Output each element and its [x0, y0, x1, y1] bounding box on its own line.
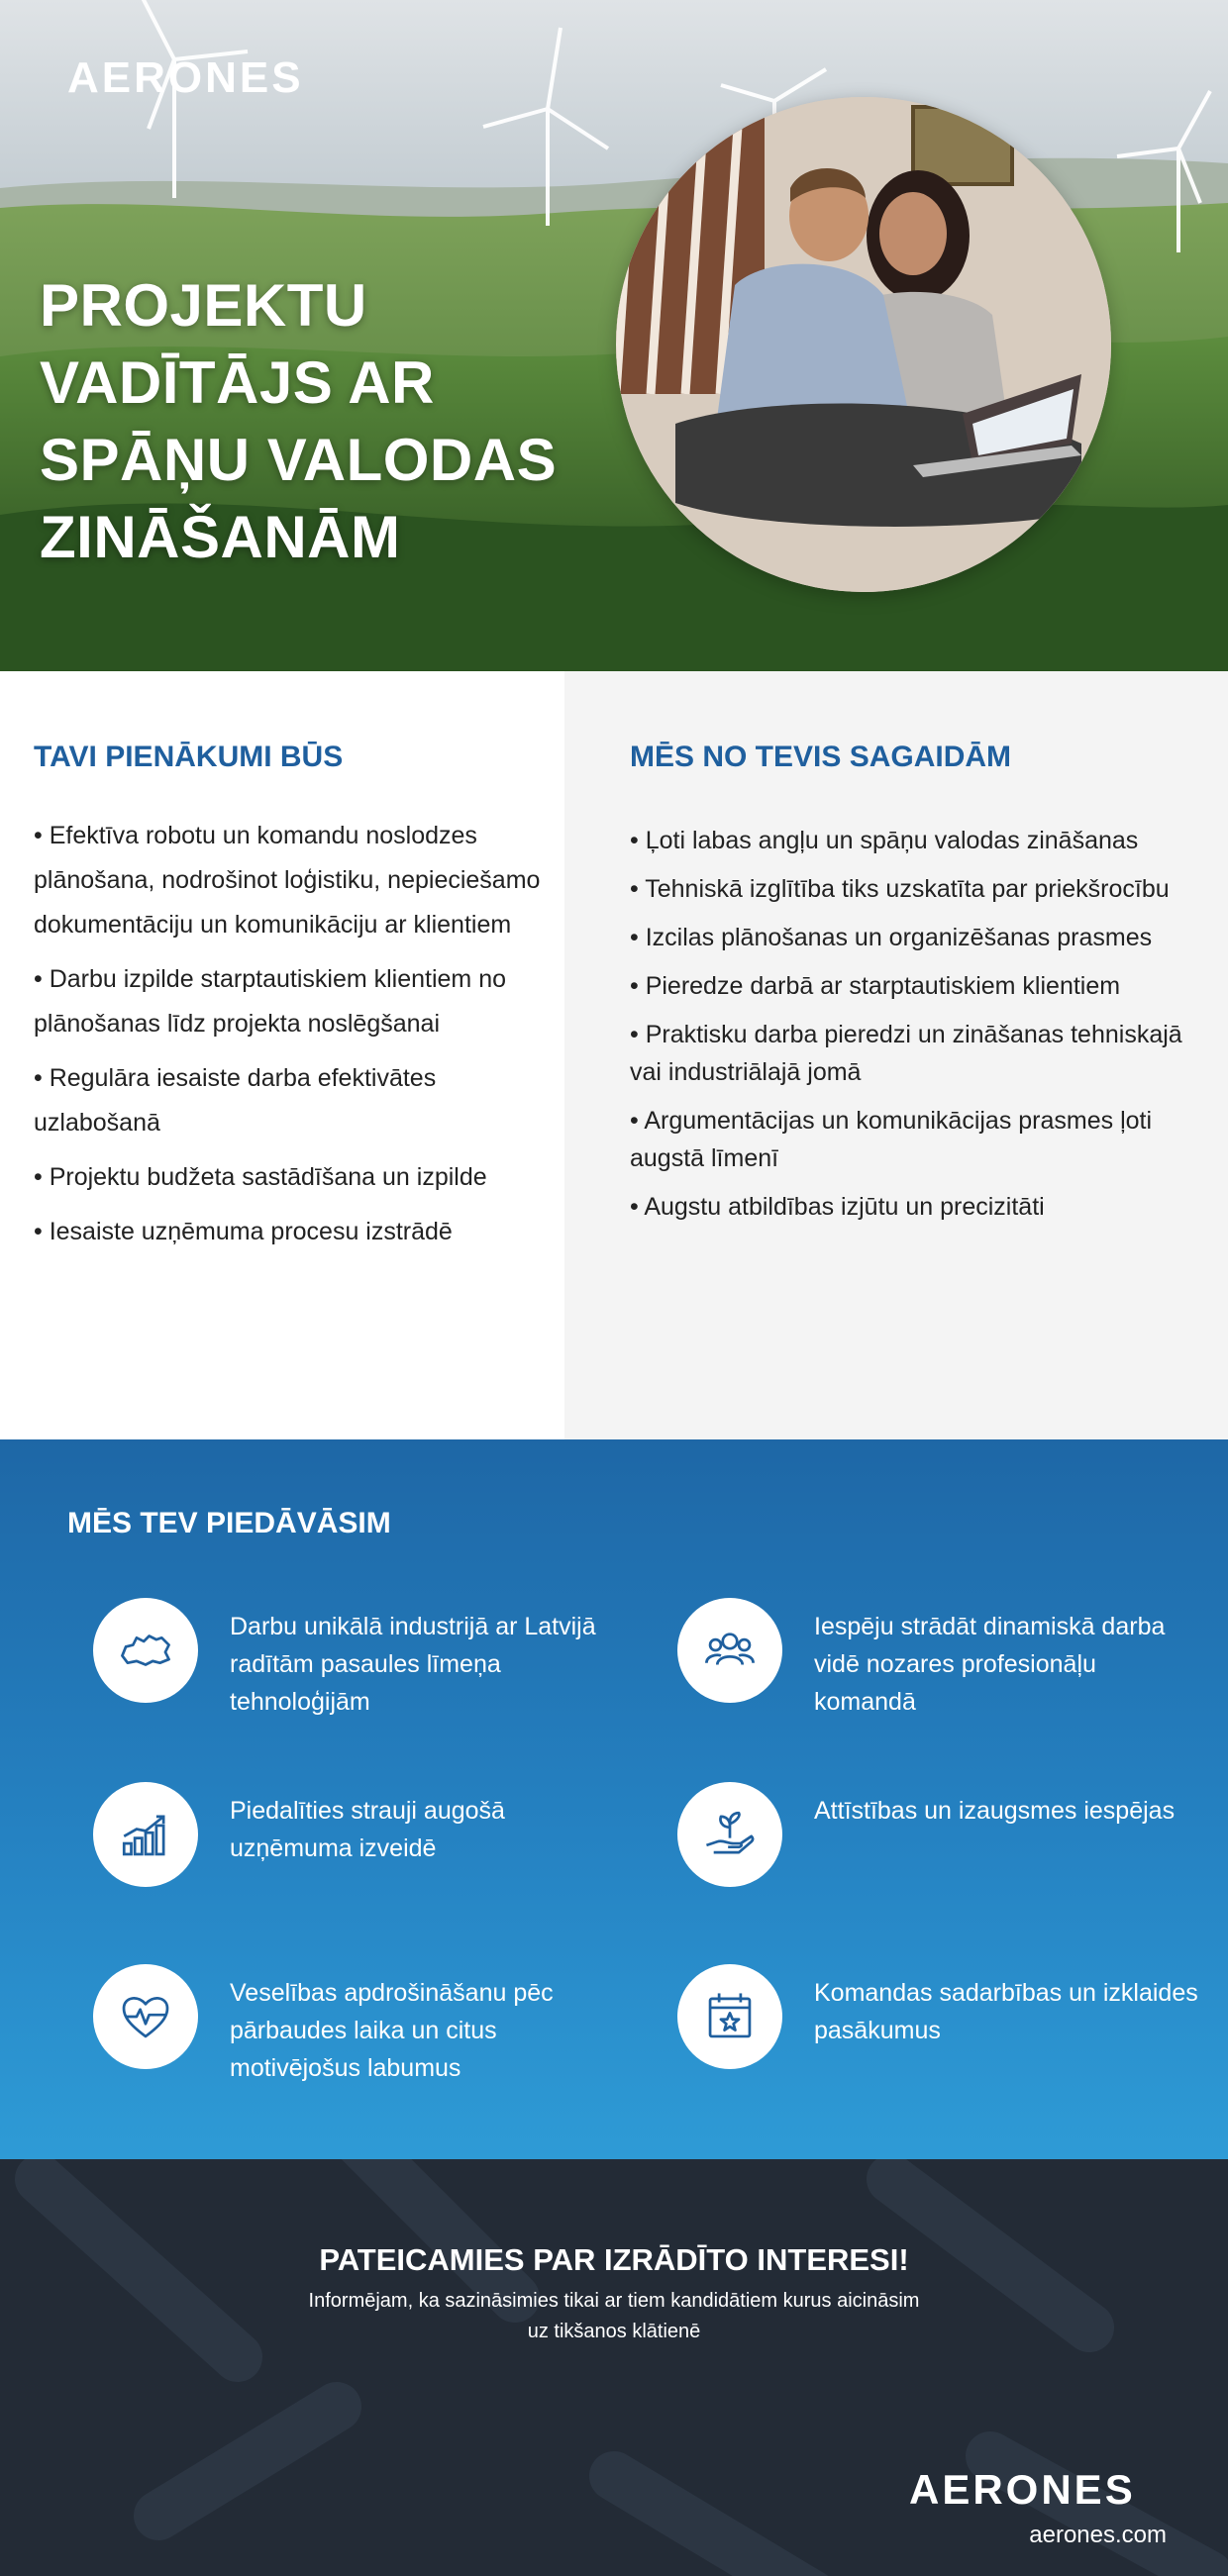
plant-hand-icon	[701, 1806, 759, 1863]
offer-section	[0, 1439, 1228, 2159]
aerones-logo: AERONES	[67, 53, 304, 102]
job-title-line-1: PROJEKTU	[40, 272, 367, 339]
latvia-map-icon	[117, 1622, 174, 1679]
duty-item: • Projektu budžeta sastādīšana un izpilde	[34, 1163, 487, 1191]
team-icon	[701, 1622, 759, 1679]
benefit-icon-circle	[677, 1964, 782, 2069]
calendar-star-icon	[701, 1988, 759, 2045]
growth-chart-icon	[117, 1806, 174, 1863]
duty-item: • Iesaiste uzņēmuma procesu izstrādē	[34, 1218, 453, 1245]
requirements-column	[564, 671, 1228, 1439]
duties-column	[0, 671, 564, 1439]
requirement-item: • Augstu atbildības izjūtu un precizitāti	[630, 1193, 1045, 1221]
benefit-icon-circle	[93, 1782, 198, 1887]
website-link[interactable]: aerones.com	[1029, 2522, 1167, 2548]
benefit-icon-circle	[677, 1782, 782, 1887]
requirement-item: • Praktisku darba pieredzi un zināšanas tehniskajā vai industriālajā jomā	[630, 1021, 1182, 1086]
benefit-text: Darbu unikālā industrijā ar Latvijā radītām pasaules līmeņa tehnoloģijām	[230, 1613, 596, 1716]
heart-pulse-icon	[117, 1988, 174, 2045]
benefit-icon-circle	[93, 1964, 198, 2069]
requirement-item: • Pieredze darbā ar starptautiskiem klientiem	[630, 972, 1121, 1000]
people-illustration	[616, 97, 1111, 592]
requirement-item: • Tehniskā izglītība tiks uzskatīta par priekšrocību	[630, 875, 1170, 903]
job-title-line-3: SPĀŅU VALODAS	[40, 427, 558, 493]
benefit-item	[677, 1598, 1228, 1717]
benefit-text: Iespēju strādāt dinamiskā darba vidē nozares profesionāļu komandā	[814, 1613, 1166, 1716]
benefit-text: Komandas sadarbības un izklaides pasākumus	[814, 1979, 1198, 2044]
benefit-item	[677, 1964, 1228, 2083]
requirement-item: • Argumentācijas un komunikācijas prasmes ļoti augstā līmenī	[630, 1107, 1153, 1172]
job-title-line-4: ZINĀŠANĀM	[40, 504, 401, 570]
hero-section	[0, 0, 1228, 671]
job-title-line-2: VADĪTĀJS AR	[40, 349, 435, 416]
duty-item: • Efektīva robotu un komandu noslodzes plānošana, nodrošinot loģistiku, nepieciešamo dokumentāciju un komunikāciju ar klientiem	[34, 822, 541, 939]
duties-requirements-section	[0, 671, 1228, 1439]
benefit-item	[93, 1964, 648, 2083]
benefit-icon-circle	[93, 1598, 198, 1703]
hero-photo-people-laptop	[616, 97, 1111, 592]
benefit-item	[93, 1782, 648, 1901]
requirements-title: MĒS NO TEVIS SAGAIDĀM	[630, 741, 1012, 773]
benefit-text: Veselības apdrošināšanu pēc pārbaudes laika un citus motivējošus labumus	[230, 1979, 554, 2082]
requirement-item: • Ļoti labas angļu un spāņu valodas zināšanas	[630, 827, 1139, 854]
duties-title: TAVI PIENĀKUMI BŪS	[34, 741, 344, 773]
thank-you-subtitle: Informējam, ka sazināsimies tikai ar tiem kandidātiem kurus aicināsim uz tikšanos klātienē	[308, 2290, 920, 2342]
benefit-item	[677, 1782, 1228, 1901]
duty-item: • Regulāra iesaiste darba efektivātes uzlabošanā	[34, 1064, 437, 1137]
duties-list	[34, 814, 549, 1264]
footer-section	[0, 2159, 1228, 2576]
benefit-text: Attīstības un izaugsmes iespējas	[814, 1797, 1176, 1825]
offer-title: MĒS TEV PIEDĀVĀSIM	[67, 1507, 391, 1539]
duty-item: • Darbu izpilde starptautiskiem klientiem no plānošanas līdz projekta noslēgšanai	[34, 965, 507, 1038]
job-title	[40, 267, 634, 576]
benefit-text: Piedalīties strauji augošā uzņēmuma izveidē	[230, 1797, 505, 1862]
requirement-item: • Izcilas plānošanas un organizēšanas prasmes	[630, 924, 1153, 951]
requirements-list	[630, 822, 1184, 1237]
benefit-icon-circle	[677, 1598, 782, 1703]
benefit-item	[93, 1598, 648, 1717]
aerones-logo-footer: AERONES	[909, 2466, 1136, 2513]
thank-you-title: PATEICAMIES PAR IZRĀDĪTO INTERESI!	[319, 2242, 909, 2277]
